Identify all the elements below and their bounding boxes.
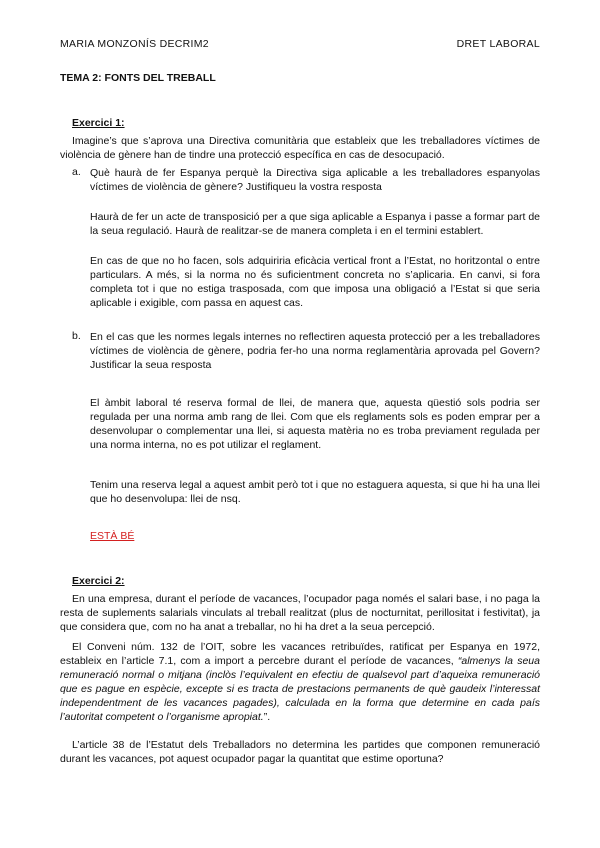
exercise-2-paragraph-2-end: ”. — [263, 711, 271, 723]
teacher-feedback: ESTÀ BÉ — [90, 530, 135, 542]
exercise-2-paragraph-1-text: En una empresa, durant el període de vacances, l’ocupador paga només el salari base, i no paga la resta de suplements salarials vinculats al treball realitzat (plus de nocturnitat, perillositat i festivitat), ja que considera que, com no ha anat a treballar, no hi ha dret a la seua percepció. — [60, 593, 540, 633]
header-subject: DRET LABORAL — [456, 38, 540, 50]
item-b-marker: b. — [72, 330, 81, 342]
exercise-2-paragraph-3-text: L’article 38 de l’Estatut dels Treballadors no determina les partides que componen remuneració durant les vacances, pot aquest ocupador pagar la quantitat que estime oportuna? — [60, 739, 540, 765]
item-b-question: En el cas que les normes legals internes no reflectiren aquesta protecció per a les treballadores víctimes de violència de gènere, podria fer-ho una norma reglamentària aprovada pel Govern? Justificar la seua resposta — [90, 331, 540, 371]
oit-convention-quote: “almenys la seua remuneració normal o mitjana (inclòs l’equivalent en efectiu de qualsevol part d’aqueixa remuneració que es pague en espècie, excepte si es tracta de prestacions permanents de què gaudeix l’interessat independentment de les vacances pagades), calculada en la forma que determine en cada país l’autoritat competent o l’organisme apropiat. — [60, 655, 540, 723]
item-a-answer-1: Haurà de fer un acte de transposició per a que siga aplicable a Espanya i passe a formar part de la seua regulació. Haurà de realitzar-se de manera completa i en el termini establert. — [90, 211, 540, 237]
exercise-1-intro — [60, 134, 540, 162]
item-b-answer-1: El àmbit laboral té reserva formal de llei, de manera que, aquesta qüestió sols podria ser regulada per una norma amb rang de llei. Com que els reglaments sols es poden emprar per a desenvolupar o complementar una llei, si aquesta matèria no es troba previament regulada per una norma interna, no es pot utilizar el reglament. — [90, 397, 540, 451]
page-title: TEMA 2: FONTS DEL TREBALL — [60, 72, 216, 84]
item-b-answer-2: Tenim una reserva legal a aquest ambit però tot i que no estaguera aquesta, si que hi ha una llei que ho desenvolupa: llei de nsq. — [90, 479, 540, 505]
exercise-2-paragraph-2 — [60, 640, 540, 724]
exercise-2-paragraph-3 — [60, 738, 540, 766]
exercise-1-heading: Exercici 1: — [72, 117, 125, 129]
item-a-answer-2: En cas de que no ho facen, sols adquiriria eficàcia vertical front a l’Estat, no horitzontal o entre particulars. A més, si la norma no és suficientment concreta no s’aplicaria. En canvi, si fora completa tot i que no estiga trasposada, com que imposa una obligació a l’Estat si que seria aplicable i exigible, com passa en aquest cas. — [90, 255, 540, 309]
exercise-2-paragraph-2-start: El Conveni núm. 132 de l’OIT, sobre les vacances retribuïdes, ratificat per Espanya en 1972, estableix en l’article 7.1, com a import a percebre durant el període de vacances, — [60, 641, 540, 667]
exercise-2-heading: Exercici 2: — [72, 575, 125, 587]
item-a-question: Què haurà de fer Espanya perquè la Directiva siga aplicable a les treballadores espanyolas víctimes de violència de gènere? Justifiqueu la vostra resposta — [90, 167, 540, 193]
item-a-marker: a. — [72, 166, 81, 178]
header-author: MARIA MONZONÍS DECRIM2 — [60, 38, 209, 50]
exercise-2-paragraph-1 — [60, 592, 540, 634]
exercise-1-intro-text: Imagine’s que s’aprova una Directiva comunitària que estableix que les treballadores víctimes de violència de gènere han de tindre una protecció específica en cas de desocupació. — [60, 135, 540, 161]
